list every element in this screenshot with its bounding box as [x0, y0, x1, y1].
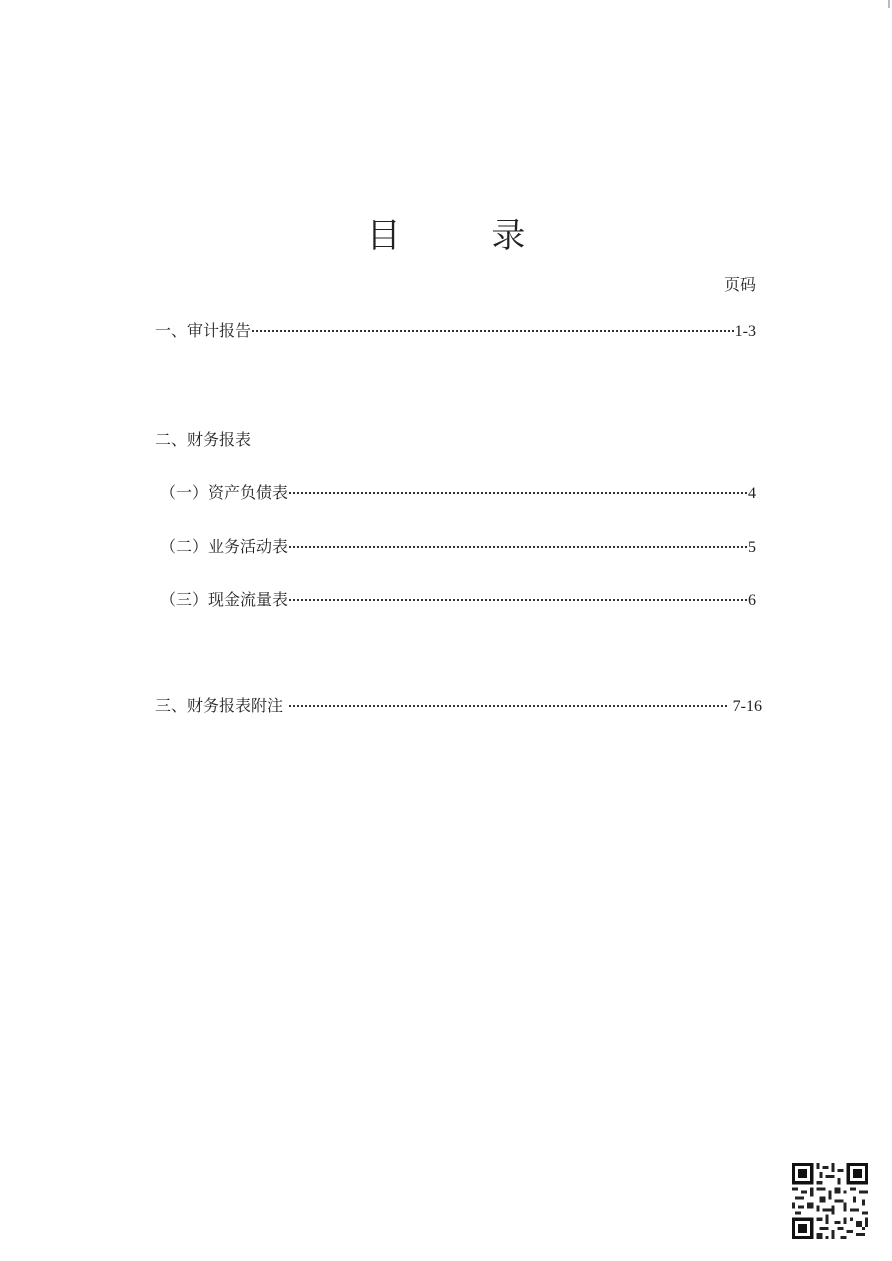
page-number-column-label: 页码 [723, 275, 756, 294]
toc-entry-page: 4 [748, 485, 756, 502]
qr-code-icon [792, 1163, 868, 1239]
toc-entry-audit-report [155, 318, 756, 341]
toc-entry-page: 7-16 [732, 698, 762, 715]
leader-dots [252, 329, 734, 332]
toc-entry-cash-flow [160, 587, 756, 610]
leader-dots [289, 704, 727, 707]
page-title: 目 录 [366, 216, 566, 256]
toc-entry-page: 5 [748, 539, 756, 556]
scan-mark [888, 0, 890, 8]
toc-entry-notes [155, 693, 762, 716]
toc-entry-label: 三、财务报表附注 [155, 696, 284, 715]
toc-entry-label: （三）现金流量表 [160, 590, 289, 609]
section-heading-financial-statements: 二、财务报表 [155, 430, 252, 449]
toc-entry-balance-sheet [160, 480, 756, 503]
toc-entry-label: 一、审计报告 [155, 321, 252, 340]
toc-entry-page: 1-3 [734, 323, 756, 340]
leader-dots [289, 598, 747, 601]
toc-entry-activity-statement [160, 534, 756, 557]
toc-entry-label: （一）资产负债表 [160, 483, 289, 502]
leader-dots [289, 491, 747, 494]
leader-dots [289, 545, 747, 548]
toc-entry-page: 6 [748, 592, 756, 609]
toc-entry-label: （二）业务活动表 [160, 537, 289, 556]
